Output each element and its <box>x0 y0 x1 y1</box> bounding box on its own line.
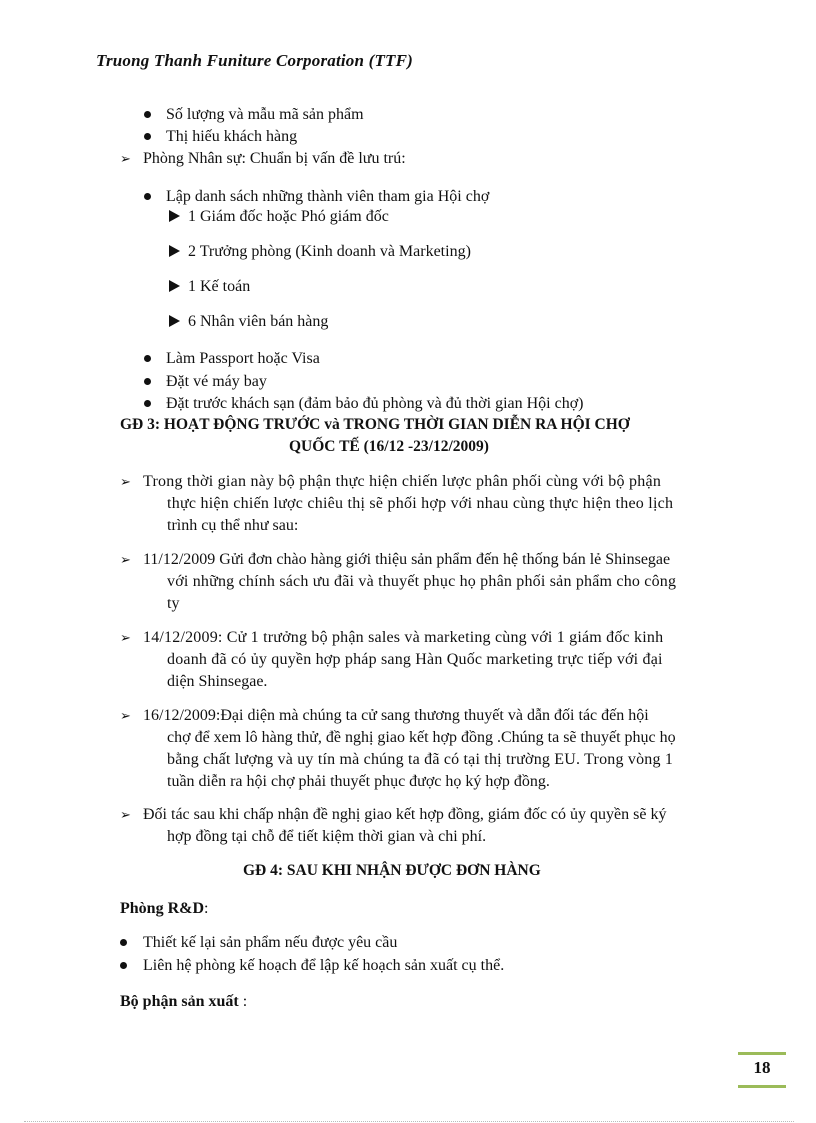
paragraph-line: Đối tác sau khi chấp nhận đề nghị giao kết hợp đồng, giám đốc có ủy quyền sẽ ký <box>143 806 667 823</box>
bullet-icon <box>144 400 151 407</box>
footer-divider <box>24 1121 794 1122</box>
list-item: Số lượng và mẫu mã sản phẩm <box>166 106 364 123</box>
list-item: Thiết kế lại sản phẩm nếu được yêu cầu <box>143 934 398 951</box>
hr-department-line: Phòng Nhân sự: Chuẩn bị vấn đề lưu trú: <box>143 150 406 167</box>
bullet-icon <box>120 962 127 969</box>
paragraph-line: 16/12/2009:Đại diện mà chúng ta cử sang thương thuyết và dẫn đối tác đến hội <box>143 707 649 724</box>
arrow-bullet-icon: ➢ <box>120 474 131 489</box>
paragraph-line: chợ để xem lô hàng thử, đề nghị giao kết hợp đồng .Chúng ta sẽ thuyết phục họ <box>167 729 676 746</box>
arrow-bullet-icon: ➢ <box>120 807 131 822</box>
arrow-bullet-icon: ➢ <box>120 151 131 166</box>
paragraph-line: ty <box>167 595 180 612</box>
phase3-heading-line1: GĐ 3: HOẠT ĐỘNG TRƯỚC và TRONG THỜI GIAN DIỄN RA HỘI CHỢ <box>120 416 630 433</box>
bullet-icon <box>144 378 151 385</box>
bullet-icon <box>144 111 151 118</box>
arrow-bullet-icon: ➢ <box>120 630 131 645</box>
page-number-box <box>738 1052 786 1090</box>
list-item: Liên hệ phòng kế hoạch để lập kế hoạch sản xuất cụ thể. <box>143 957 505 974</box>
member-item: 1 Kế toán <box>188 278 251 295</box>
list-item: Lập danh sách những thành viên tham gia Hội chợ <box>166 188 490 205</box>
arrow-bullet-icon: ➢ <box>120 552 131 567</box>
member-item: 1 Giám đốc hoặc Phó giám đốc <box>188 208 389 225</box>
paragraph-line: Trong thời gian này bộ phận thực hiện chiến lược phân phối cùng với bộ phận <box>143 473 662 490</box>
page-header: Truong Thanh Funiture Corporation (TTF) <box>96 51 414 70</box>
rd-label-line <box>120 898 208 919</box>
bullet-icon <box>144 355 151 362</box>
list-item: Đặt trước khách sạn (đảm bảo đủ phòng và đủ thời gian Hội chợ) <box>166 395 584 412</box>
page-number-top-rule <box>738 1052 786 1055</box>
paragraph-line: 14/12/2009: Cử 1 trưởng bộ phận sales và marketing cùng với 1 giám đốc kinh <box>143 629 664 646</box>
list-item: Thị hiếu khách hàng <box>166 128 298 145</box>
paragraph-line: hợp đồng tại chỗ để tiết kiệm thời gian và chi phí. <box>167 828 487 845</box>
page-number-bottom-rule <box>738 1085 786 1088</box>
bullet-icon <box>144 193 151 200</box>
production-label: Bộ phận sản xuất <box>120 993 239 1010</box>
bullet-icon <box>144 133 151 140</box>
bullet-icon <box>120 939 127 946</box>
page-number: 18 <box>753 1058 771 1077</box>
phase4-heading: GĐ 4: SAU KHI NHẬN ĐƯỢC ĐƠN HÀNG <box>243 862 541 879</box>
rd-colon: : <box>204 900 209 917</box>
triangle-bullet-icon <box>169 210 180 222</box>
paragraph-line: diện Shinsegae. <box>167 673 268 690</box>
triangle-bullet-icon <box>169 315 180 327</box>
paragraph-line: doanh đã có ủy quyền hợp pháp sang Hàn Quốc marketing trực tiếp với đại <box>167 651 663 668</box>
member-item: 6 Nhân viên bán hàng <box>188 313 329 330</box>
production-label-line <box>120 991 247 1012</box>
rd-label: Phòng R&D <box>120 900 205 917</box>
triangle-bullet-icon <box>169 245 180 257</box>
list-item: Làm Passport hoặc Visa <box>166 350 320 367</box>
phase3-heading-line2: QUỐC TẾ (16/12 -23/12/2009) <box>289 438 489 455</box>
production-colon: : <box>242 993 248 1010</box>
paragraph-line: với những chính sách ưu đãi và thuyết phục họ phân phối sản phẩm cho công <box>167 573 677 590</box>
member-item: 2 Trưởng phòng (Kinh doanh và Marketing) <box>188 243 471 260</box>
paragraph-line: 11/12/2009 Gửi đơn chào hàng giới thiệu sản phẩm đến hệ thống bán lẻ Shinsegae <box>143 551 671 568</box>
paragraph-line: thực hiện chiến lược chiêu thị sẽ phối hợp với nhau cùng thực hiện theo lịch <box>167 495 674 512</box>
triangle-bullet-icon <box>169 280 180 292</box>
paragraph-line: trình cụ thể như sau: <box>167 517 299 534</box>
list-item: Đặt vé máy bay <box>166 373 267 390</box>
arrow-bullet-icon: ➢ <box>120 708 131 723</box>
paragraph-line: bằng chất lượng và uy tín mà chúng ta đã có tại thị trường EU. Trong vòng 1 <box>167 751 674 768</box>
paragraph-line: tuần diễn ra hội chợ phải thuyết phục được họ ký hợp đồng. <box>167 773 550 790</box>
